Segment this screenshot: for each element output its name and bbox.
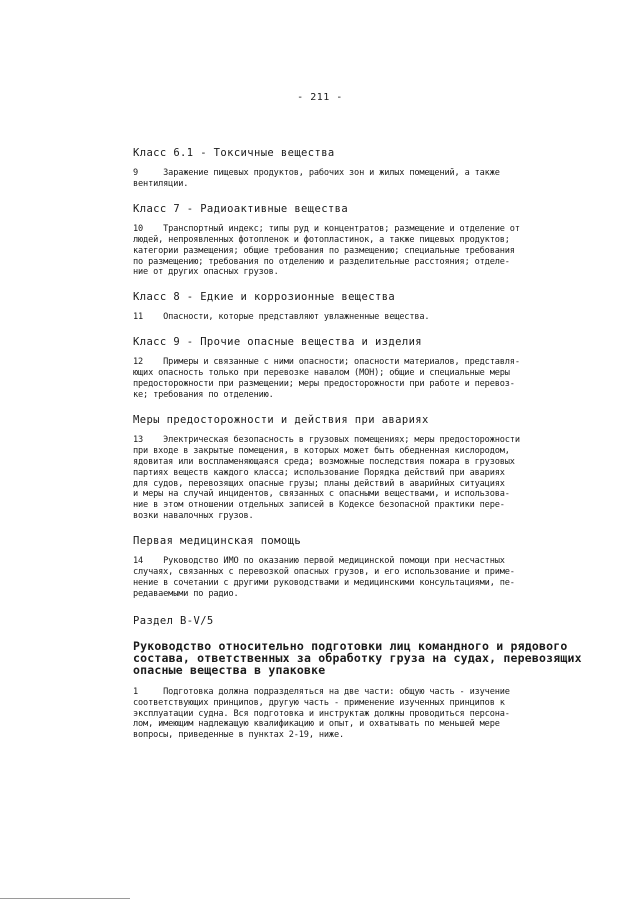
text-line: возки навалочных грузов. bbox=[133, 511, 254, 522]
text-line: соответствующих принципов, другую часть - применение изученных принципов к bbox=[133, 697, 505, 708]
text-line: партиях веществ каждого класса; использование Порядка действий при авариях bbox=[133, 467, 505, 478]
text-line: вопросы, приведенные в пунктах 2-19, ниже. bbox=[133, 730, 345, 741]
text-line: 14 Руководство ИМО по оказанию первой медицинской помощи при несчастных bbox=[133, 556, 505, 567]
paragraph-12 bbox=[133, 357, 565, 401]
section-heading-first-aid: Первая медицинская помощь bbox=[133, 535, 302, 548]
text-line: людей, непроявленных фотопленок и фотопластинок, а также пищевых продуктов; bbox=[133, 234, 510, 245]
text-line: редаваемыми по радио. bbox=[133, 588, 239, 599]
text-line: лом, имеющим надлежащую квалификацию и опыт, и охватывать по меньшей мере bbox=[133, 719, 500, 730]
section-heading-class-7: Класс 7 - Радиоактивные вещества bbox=[133, 202, 349, 215]
document-body bbox=[133, 146, 582, 741]
text-line: для судов, перевозящих опасные грузы; планы действий в аварийных ситуациях bbox=[133, 478, 505, 489]
section-heading-class-9: Класс 9 - Прочие опасные вещества и изделия bbox=[133, 336, 423, 349]
text-line: и меры на случай инцидентов, связанных с опасными веществами, и использова- bbox=[133, 489, 510, 500]
text-line: нение в сочетании с другими руководствами и медицинскими консультациями, пе- bbox=[133, 577, 515, 588]
text-line: 11 Опасности, которые представляют увлажненные вещества. bbox=[133, 312, 430, 323]
paragraph-10 bbox=[133, 224, 565, 279]
text-line: 1 Подготовка должна подразделяться на две части: общую часть - изучение bbox=[133, 686, 510, 697]
guidance-title-line: Руководство относительно подготовки лиц командного и рядового bbox=[133, 638, 568, 653]
text-line: категории размещения; общие требования по размещению; специальные требования bbox=[133, 245, 515, 256]
text-line: по размещению; требования по отделению и разделительные расстояния; отделе- bbox=[133, 256, 510, 267]
text-line: случаях, связанных с перевозкой опасных грузов, и его использование и приме- bbox=[133, 567, 515, 578]
scan-edge-line bbox=[0, 898, 130, 899]
text-line: предосторожности при размещении; меры предосторожности при работе и перевоз- bbox=[133, 379, 515, 390]
section-heading-class-6-1: Класс 6.1 - Токсичные вещества bbox=[133, 147, 335, 159]
text-line: 9 Заражение пищевых продуктов, рабочих зон и жилых помещений, а также bbox=[133, 168, 500, 178]
text-line: 13 Электрическая безопасность в грузовых помещениях; меры предосторожности bbox=[133, 434, 520, 445]
text-line: 12 Примеры и связанные с ними опасности; опасности материалов, представля- bbox=[133, 357, 520, 368]
text-line: ке; требования по отделению. bbox=[133, 389, 274, 400]
guidance-title-line: состава, ответственных за обработку груза на судах, перевозящих bbox=[133, 650, 582, 665]
guidance-title-line: опасные вещества в упаковке bbox=[133, 662, 326, 677]
text-line: ющих опасность только при перевозке навалом (МОН); общие и специальные меры bbox=[133, 368, 510, 379]
text-line: 10 Транспортный индекс; типы руд и концентратов; размещение и отделение от bbox=[133, 223, 520, 234]
section-heading-b-v-5: Раздел B-V/5 bbox=[133, 614, 214, 627]
paragraph-14 bbox=[133, 556, 565, 600]
text-line: ние в этом отношении отдельных записей в Кодексе безопасной практики пере- bbox=[133, 500, 505, 511]
text-line: ядовитая или воспламеняющаяся среда; возможные последствия пожара в грузовых bbox=[133, 456, 515, 467]
paragraph-13 bbox=[133, 435, 565, 522]
section-heading-emergency: Меры предосторожности и действия при авариях bbox=[133, 413, 429, 426]
guidance-title bbox=[133, 638, 582, 677]
paragraph-11 bbox=[133, 312, 565, 323]
text-line: эксплуатации судна. Вся подготовка и инструктаж должны проводиться персона- bbox=[133, 708, 510, 719]
section-heading-class-8: Класс 8 - Едкие и коррозионные вещества bbox=[133, 291, 396, 304]
paragraph-9 bbox=[133, 168, 565, 190]
text-line: ние от других опасных грузов. bbox=[133, 267, 279, 278]
paragraph-1 bbox=[133, 687, 565, 742]
page-number: - 211 - bbox=[297, 92, 343, 103]
text-line: вентиляции. bbox=[133, 178, 189, 189]
text-line: при входе в закрытые помещения, в которых может быть обедненная кислородом, bbox=[133, 445, 510, 456]
